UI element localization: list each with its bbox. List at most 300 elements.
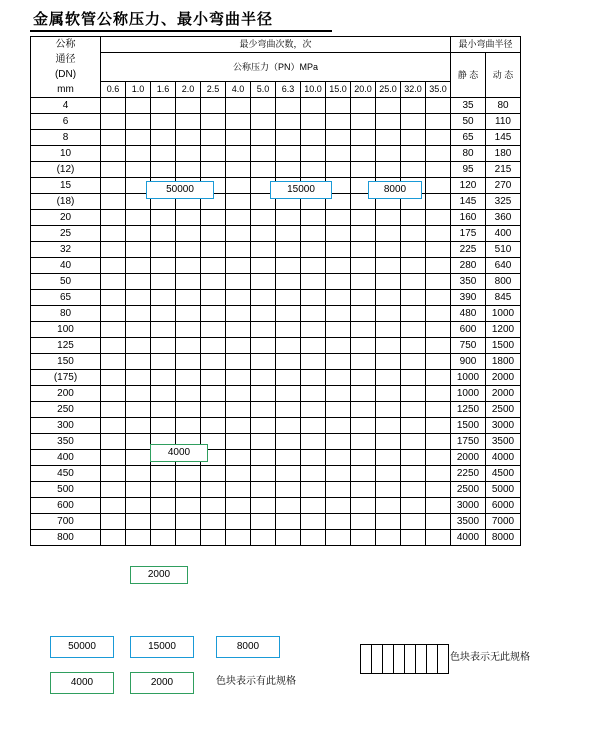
cell-grid bbox=[226, 466, 251, 482]
cell-grid bbox=[401, 370, 426, 386]
table-row bbox=[31, 370, 521, 386]
cell-grid bbox=[426, 466, 451, 482]
cell-grid bbox=[251, 530, 276, 546]
cell-grid bbox=[201, 370, 226, 386]
cell-grid bbox=[126, 98, 151, 114]
legend-50000: 50000 bbox=[50, 636, 114, 658]
cell-grid bbox=[201, 114, 226, 130]
cell-grid bbox=[326, 354, 351, 370]
cell-grid bbox=[151, 242, 176, 258]
cell-grid bbox=[351, 114, 376, 130]
cell-grid bbox=[201, 386, 226, 402]
header-pressure-13: 35.0 bbox=[426, 82, 451, 98]
cell-grid bbox=[401, 338, 426, 354]
cell-grid bbox=[126, 226, 151, 242]
cell-grid bbox=[301, 322, 326, 338]
table-row bbox=[31, 514, 521, 530]
cell-grid bbox=[301, 466, 326, 482]
cell-dn: 80 bbox=[31, 306, 101, 322]
cell-grid bbox=[351, 306, 376, 322]
cell-grid bbox=[401, 434, 426, 450]
cell-grid bbox=[401, 354, 426, 370]
cell-grid bbox=[201, 162, 226, 178]
header-pn: 公称压力（PN）MPa bbox=[101, 53, 451, 82]
cell-grid bbox=[176, 514, 201, 530]
spec-table bbox=[30, 36, 521, 546]
cell-grid bbox=[376, 370, 401, 386]
cell-grid bbox=[226, 306, 251, 322]
cell-grid bbox=[101, 450, 126, 466]
header-pressure-4: 2.5 bbox=[201, 82, 226, 98]
cell-grid bbox=[176, 370, 201, 386]
cell-grid bbox=[201, 354, 226, 370]
cell-grid bbox=[426, 274, 451, 290]
header-pressure-1: 1.0 bbox=[126, 82, 151, 98]
cell-static-radius: 1750 bbox=[451, 434, 486, 450]
cell-dynamic-radius: 360 bbox=[486, 210, 521, 226]
cell-grid bbox=[201, 322, 226, 338]
cell-grid bbox=[176, 226, 201, 242]
cell-dn: 350 bbox=[31, 434, 101, 450]
cell-grid bbox=[151, 210, 176, 226]
cell-grid bbox=[226, 162, 251, 178]
cell-grid bbox=[201, 210, 226, 226]
header-bend-times: 最少弯曲次数，次 bbox=[101, 37, 451, 53]
cell-grid bbox=[426, 162, 451, 178]
cell-grid bbox=[376, 130, 401, 146]
cell-grid bbox=[251, 242, 276, 258]
cell-grid bbox=[351, 274, 376, 290]
cell-grid bbox=[226, 338, 251, 354]
cell-grid bbox=[176, 130, 201, 146]
cell-grid bbox=[401, 210, 426, 226]
legend-2000: 2000 bbox=[130, 672, 194, 694]
cell-grid bbox=[426, 146, 451, 162]
cell-dn: 100 bbox=[31, 322, 101, 338]
cell-dynamic-radius: 80 bbox=[486, 98, 521, 114]
cell-static-radius: 160 bbox=[451, 210, 486, 226]
cell-grid bbox=[176, 242, 201, 258]
cell-grid bbox=[351, 130, 376, 146]
header-pressure-7: 6.3 bbox=[276, 82, 301, 98]
legend-white-swatch bbox=[360, 644, 449, 674]
cell-dn: 65 bbox=[31, 290, 101, 306]
table-row bbox=[31, 290, 521, 306]
cell-grid bbox=[201, 290, 226, 306]
cell-grid bbox=[176, 306, 201, 322]
cell-grid bbox=[226, 354, 251, 370]
cell-static-radius: 175 bbox=[451, 226, 486, 242]
cell-grid bbox=[126, 530, 151, 546]
cell-dn: 40 bbox=[31, 258, 101, 274]
cell-grid bbox=[376, 466, 401, 482]
cell-grid bbox=[126, 306, 151, 322]
cell-grid bbox=[326, 450, 351, 466]
cell-grid bbox=[326, 306, 351, 322]
cell-grid bbox=[226, 402, 251, 418]
cell-grid bbox=[126, 354, 151, 370]
cell-grid bbox=[201, 498, 226, 514]
cell-dn: 125 bbox=[31, 338, 101, 354]
spec-table-container bbox=[30, 36, 521, 546]
cell-dn: 8 bbox=[31, 130, 101, 146]
cell-grid bbox=[376, 306, 401, 322]
cell-grid bbox=[426, 210, 451, 226]
cell-grid bbox=[401, 274, 426, 290]
cell-grid bbox=[376, 290, 401, 306]
cell-grid bbox=[351, 514, 376, 530]
cell-grid bbox=[251, 498, 276, 514]
cell-grid bbox=[101, 322, 126, 338]
cell-grid bbox=[301, 290, 326, 306]
cell-grid bbox=[151, 370, 176, 386]
cell-static-radius: 390 bbox=[451, 290, 486, 306]
cell-grid bbox=[351, 242, 376, 258]
cell-grid bbox=[226, 290, 251, 306]
cell-dn: (12) bbox=[31, 162, 101, 178]
header-pressure-11: 25.0 bbox=[376, 82, 401, 98]
cell-dynamic-radius: 5000 bbox=[486, 482, 521, 498]
cell-grid bbox=[326, 418, 351, 434]
cell-grid bbox=[226, 258, 251, 274]
cell-grid bbox=[101, 146, 126, 162]
cell-grid bbox=[151, 162, 176, 178]
header-static: 静 态 bbox=[451, 53, 486, 98]
cell-static-radius: 1000 bbox=[451, 370, 486, 386]
cell-grid bbox=[326, 530, 351, 546]
cell-dynamic-radius: 800 bbox=[486, 274, 521, 290]
cell-grid bbox=[426, 530, 451, 546]
table-head bbox=[31, 37, 521, 98]
cell-static-radius: 900 bbox=[451, 354, 486, 370]
cell-grid bbox=[376, 482, 401, 498]
cell-grid bbox=[276, 130, 301, 146]
cell-grid bbox=[401, 498, 426, 514]
header-pressure-6: 5.0 bbox=[251, 82, 276, 98]
table-row bbox=[31, 258, 521, 274]
cell-grid bbox=[426, 242, 451, 258]
cell-grid bbox=[301, 338, 326, 354]
cell-dynamic-radius: 1000 bbox=[486, 306, 521, 322]
cell-static-radius: 750 bbox=[451, 338, 486, 354]
cell-grid bbox=[276, 354, 301, 370]
cell-grid bbox=[376, 514, 401, 530]
cell-grid bbox=[426, 322, 451, 338]
cell-grid bbox=[376, 226, 401, 242]
cell-grid bbox=[401, 162, 426, 178]
cell-dynamic-radius: 6000 bbox=[486, 498, 521, 514]
cell-grid bbox=[276, 290, 301, 306]
cell-static-radius: 65 bbox=[451, 130, 486, 146]
cell-grid bbox=[101, 434, 126, 450]
cell-grid bbox=[301, 274, 326, 290]
cell-grid bbox=[276, 242, 301, 258]
cell-dn: (175) bbox=[31, 370, 101, 386]
cell-grid bbox=[251, 482, 276, 498]
cell-dn: 6 bbox=[31, 114, 101, 130]
cell-dn: 25 bbox=[31, 226, 101, 242]
cell-grid bbox=[326, 322, 351, 338]
cell-grid bbox=[326, 498, 351, 514]
cell-grid bbox=[176, 530, 201, 546]
table-row bbox=[31, 434, 521, 450]
cell-dn: 700 bbox=[31, 514, 101, 530]
header-pressure-3: 2.0 bbox=[176, 82, 201, 98]
table-row bbox=[31, 498, 521, 514]
table-row bbox=[31, 402, 521, 418]
cell-grid bbox=[376, 322, 401, 338]
cell-grid bbox=[126, 514, 151, 530]
cell-grid bbox=[301, 514, 326, 530]
cell-grid bbox=[126, 434, 151, 450]
swatch-cell bbox=[438, 645, 449, 674]
cell-static-radius: 80 bbox=[451, 146, 486, 162]
cell-static-radius: 35 bbox=[451, 98, 486, 114]
cell-grid bbox=[176, 482, 201, 498]
cell-static-radius: 225 bbox=[451, 242, 486, 258]
cell-grid bbox=[301, 146, 326, 162]
table-row bbox=[31, 418, 521, 434]
header-min-radius: 最小弯曲半径 bbox=[451, 37, 521, 53]
cell-grid bbox=[401, 530, 426, 546]
swatch-cell bbox=[383, 645, 394, 674]
cell-grid bbox=[401, 114, 426, 130]
cell-grid bbox=[301, 530, 326, 546]
cell-grid bbox=[276, 434, 301, 450]
cell-grid bbox=[376, 386, 401, 402]
cell-dynamic-radius: 7000 bbox=[486, 514, 521, 530]
cell-grid bbox=[276, 274, 301, 290]
header-row-1 bbox=[31, 37, 521, 53]
cell-grid bbox=[151, 402, 176, 418]
cell-grid bbox=[351, 290, 376, 306]
cell-grid bbox=[351, 258, 376, 274]
cell-grid bbox=[401, 482, 426, 498]
header-pressure-10: 20.0 bbox=[351, 82, 376, 98]
cell-grid bbox=[376, 434, 401, 450]
cell-grid bbox=[276, 306, 301, 322]
cell-grid bbox=[126, 290, 151, 306]
cell-grid bbox=[251, 514, 276, 530]
cell-grid bbox=[376, 258, 401, 274]
cell-grid bbox=[101, 482, 126, 498]
cell-static-radius: 1000 bbox=[451, 386, 486, 402]
cell-grid bbox=[101, 242, 126, 258]
cell-dynamic-radius: 4000 bbox=[486, 450, 521, 466]
cell-dn: 200 bbox=[31, 386, 101, 402]
cell-grid bbox=[351, 354, 376, 370]
cell-dynamic-radius: 8000 bbox=[486, 530, 521, 546]
cell-grid bbox=[401, 402, 426, 418]
cell-grid bbox=[251, 98, 276, 114]
cell-grid bbox=[326, 434, 351, 450]
cell-dn: 50 bbox=[31, 274, 101, 290]
cell-static-radius: 480 bbox=[451, 306, 486, 322]
cell-dynamic-radius: 845 bbox=[486, 290, 521, 306]
cell-grid bbox=[301, 402, 326, 418]
cell-grid bbox=[101, 290, 126, 306]
table-row bbox=[31, 162, 521, 178]
cell-grid bbox=[301, 482, 326, 498]
cell-dn: 600 bbox=[31, 498, 101, 514]
cell-grid bbox=[376, 530, 401, 546]
cell-grid bbox=[426, 178, 451, 194]
cell-grid bbox=[126, 402, 151, 418]
cell-grid bbox=[276, 210, 301, 226]
cell-grid bbox=[326, 242, 351, 258]
swatch-cell bbox=[405, 645, 416, 674]
cell-grid bbox=[251, 354, 276, 370]
cell-grid bbox=[101, 498, 126, 514]
cell-grid bbox=[326, 210, 351, 226]
cell-grid bbox=[226, 498, 251, 514]
cell-grid bbox=[151, 530, 176, 546]
callout-50000: 50000 bbox=[146, 181, 214, 199]
cell-grid bbox=[251, 450, 276, 466]
cell-dynamic-radius: 180 bbox=[486, 146, 521, 162]
cell-grid bbox=[276, 418, 301, 434]
cell-grid bbox=[276, 162, 301, 178]
cell-grid bbox=[176, 338, 201, 354]
cell-static-radius: 280 bbox=[451, 258, 486, 274]
cell-grid bbox=[401, 418, 426, 434]
cell-grid bbox=[326, 370, 351, 386]
cell-grid bbox=[226, 530, 251, 546]
cell-static-radius: 4000 bbox=[451, 530, 486, 546]
cell-grid bbox=[426, 226, 451, 242]
cell-grid bbox=[101, 130, 126, 146]
cell-grid bbox=[101, 178, 126, 194]
cell-grid bbox=[426, 418, 451, 434]
table-row bbox=[31, 146, 521, 162]
cell-dynamic-radius: 400 bbox=[486, 226, 521, 242]
cell-grid bbox=[251, 386, 276, 402]
cell-dn: 15 bbox=[31, 178, 101, 194]
table-row bbox=[31, 354, 521, 370]
cell-grid bbox=[326, 114, 351, 130]
cell-dn: 800 bbox=[31, 530, 101, 546]
cell-grid bbox=[201, 226, 226, 242]
cell-grid bbox=[426, 434, 451, 450]
cell-grid bbox=[151, 482, 176, 498]
cell-grid bbox=[176, 162, 201, 178]
cell-grid bbox=[351, 386, 376, 402]
cell-grid bbox=[426, 306, 451, 322]
cell-grid bbox=[276, 226, 301, 242]
cell-grid bbox=[301, 418, 326, 434]
cell-grid bbox=[326, 466, 351, 482]
cell-grid bbox=[151, 498, 176, 514]
cell-static-radius: 1250 bbox=[451, 402, 486, 418]
cell-grid bbox=[251, 402, 276, 418]
cell-dynamic-radius: 1800 bbox=[486, 354, 521, 370]
cell-grid bbox=[151, 354, 176, 370]
cell-grid bbox=[101, 338, 126, 354]
cell-dn: 300 bbox=[31, 418, 101, 434]
cell-grid bbox=[351, 98, 376, 114]
cell-grid bbox=[226, 178, 251, 194]
cell-grid bbox=[276, 98, 301, 114]
cell-grid bbox=[351, 450, 376, 466]
cell-grid bbox=[101, 514, 126, 530]
cell-grid bbox=[201, 514, 226, 530]
cell-grid bbox=[301, 226, 326, 242]
swatch-cell bbox=[427, 645, 438, 674]
cell-grid bbox=[226, 514, 251, 530]
table-row bbox=[31, 338, 521, 354]
cell-grid bbox=[126, 258, 151, 274]
cell-grid bbox=[201, 466, 226, 482]
legend-color-note: 色块表示有此规格 bbox=[216, 676, 296, 687]
cell-grid bbox=[201, 274, 226, 290]
cell-grid bbox=[151, 226, 176, 242]
cell-grid bbox=[151, 290, 176, 306]
cell-grid bbox=[151, 322, 176, 338]
cell-grid bbox=[101, 466, 126, 482]
cell-grid bbox=[176, 418, 201, 434]
cell-grid bbox=[426, 290, 451, 306]
cell-grid bbox=[201, 306, 226, 322]
cell-grid bbox=[151, 258, 176, 274]
cell-grid bbox=[276, 146, 301, 162]
cell-grid bbox=[226, 98, 251, 114]
cell-grid bbox=[151, 146, 176, 162]
cell-grid bbox=[401, 258, 426, 274]
cell-grid bbox=[126, 338, 151, 354]
cell-grid bbox=[376, 498, 401, 514]
cell-grid bbox=[251, 370, 276, 386]
table-row bbox=[31, 482, 521, 498]
cell-grid bbox=[326, 226, 351, 242]
cell-grid bbox=[176, 98, 201, 114]
cell-grid bbox=[126, 242, 151, 258]
cell-grid bbox=[426, 354, 451, 370]
cell-dn: 32 bbox=[31, 242, 101, 258]
cell-grid bbox=[126, 482, 151, 498]
cell-grid bbox=[226, 322, 251, 338]
cell-grid bbox=[301, 434, 326, 450]
cell-grid bbox=[126, 210, 151, 226]
cell-grid bbox=[276, 450, 301, 466]
cell-grid bbox=[276, 114, 301, 130]
cell-grid bbox=[301, 258, 326, 274]
cell-grid bbox=[251, 210, 276, 226]
cell-grid bbox=[251, 322, 276, 338]
cell-grid bbox=[301, 98, 326, 114]
header-row-2 bbox=[31, 53, 521, 82]
cell-grid bbox=[326, 146, 351, 162]
cell-grid bbox=[301, 386, 326, 402]
cell-static-radius: 3500 bbox=[451, 514, 486, 530]
cell-grid bbox=[276, 466, 301, 482]
cell-dn: 250 bbox=[31, 402, 101, 418]
callout-8000: 8000 bbox=[368, 181, 422, 199]
cell-grid bbox=[201, 146, 226, 162]
cell-grid bbox=[126, 114, 151, 130]
swatch-cell bbox=[394, 645, 405, 674]
header-dn-line-2: (DN) bbox=[54, 69, 77, 80]
cell-grid bbox=[326, 290, 351, 306]
cell-grid bbox=[226, 434, 251, 450]
cell-grid bbox=[376, 354, 401, 370]
cell-static-radius: 350 bbox=[451, 274, 486, 290]
cell-static-radius: 2250 bbox=[451, 466, 486, 482]
cell-dn: 450 bbox=[31, 466, 101, 482]
cell-grid bbox=[351, 482, 376, 498]
cell-grid bbox=[326, 162, 351, 178]
cell-grid bbox=[226, 114, 251, 130]
cell-grid bbox=[401, 242, 426, 258]
